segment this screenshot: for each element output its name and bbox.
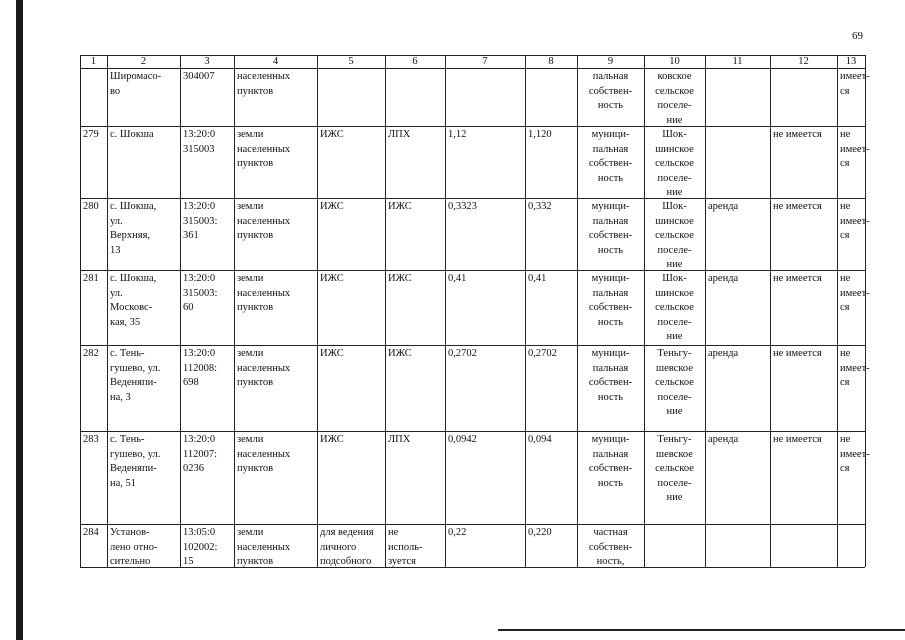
header-col-9: 9 <box>607 56 614 67</box>
cell-location: с. Шокша, ул. Московс- кая, 35 <box>110 273 157 328</box>
cell-area: 0,41 <box>448 273 467 284</box>
cell-settlement: Теньгу- шевское сельское поселе- ние <box>655 348 694 418</box>
cell-area: 1,12 <box>448 129 467 140</box>
cell-cadastral-number: 13:20:0 112008: 698 <box>183 348 218 389</box>
cell-settlement: ковское сельское поселе- ние <box>655 71 694 126</box>
cell-land-category: земли населенных пунктов <box>237 129 291 170</box>
cell-cadastral-number: 13:20:0 315003 <box>183 129 216 155</box>
cell-actual-use: ЛПХ <box>388 434 411 445</box>
cell-actual-use: ИЖС <box>388 201 412 212</box>
grid-hline <box>80 270 865 271</box>
cell-location: с. Шокша, ул. Верхняя, 13 <box>110 201 157 256</box>
cell-number: 284 <box>83 527 99 538</box>
cell-encumbrance <box>705 128 770 197</box>
header-col-13: 13 <box>845 56 857 67</box>
cell-permitted-use: ИЖС <box>320 348 344 359</box>
cell-land-category: земли населенных пунктов <box>237 434 291 475</box>
cell-land-category: земли населенных пунктов <box>237 527 291 568</box>
cell-area-2 <box>525 70 577 125</box>
cell-number: 279 <box>83 129 99 140</box>
cell-area-2: 1,120 <box>528 129 552 140</box>
cell-restriction: не имеется <box>773 129 822 140</box>
header-col-3: 3 <box>204 56 210 67</box>
grid-hline <box>80 345 865 346</box>
cell-area: 0,22 <box>448 527 467 538</box>
grid-hline <box>80 68 865 69</box>
cell-restriction: не имеется <box>773 273 822 284</box>
cell-note: не имеет- ся <box>840 201 870 242</box>
grid-hline <box>80 431 865 432</box>
cell-permitted-use: ИЖС <box>320 434 344 445</box>
cell-permitted-use: ИЖС <box>320 201 344 212</box>
cell-land-category: земли населенных пунктов <box>237 273 291 314</box>
cell-land-category: земли населенных пунктов <box>237 201 291 242</box>
cell-ownership: муници- пальная собствен- ность <box>588 434 633 489</box>
cell-number: 280 <box>83 201 99 212</box>
cell-settlement: Теньгу- шевское сельское поселе- ние <box>655 434 694 504</box>
cell-note: не имеет- ся <box>840 273 870 314</box>
cell-area: 0,2702 <box>448 348 477 359</box>
cell-location: с. Тень- гушево, ул. Веденяпи- на, 3 <box>110 348 161 403</box>
cell-actual-use: ИЖС <box>388 273 412 284</box>
header-col-6: 6 <box>412 56 418 67</box>
cell-location: с. Шокша <box>110 129 154 140</box>
cell-note: не имеет- ся <box>840 129 870 170</box>
grid-hline <box>80 524 865 525</box>
header-col-8: 8 <box>548 56 554 67</box>
cell-cadastral-number: 13:05:0 102002: 15 <box>183 527 218 568</box>
page-number: 69 <box>852 30 863 42</box>
cell-ownership: частная собствен- ность, <box>588 527 633 568</box>
cell-location: Установ- лено отно- сительно <box>110 527 158 568</box>
header-col-7: 7 <box>482 56 488 67</box>
cell-note: не имеет- ся <box>840 434 870 475</box>
cell-encumbrance <box>705 70 770 125</box>
header-col-4: 4 <box>272 56 279 67</box>
land-register-table <box>80 55 870 568</box>
header-col-12: 12 <box>798 56 809 67</box>
header-col-1: 1 <box>90 56 97 67</box>
cell-encumbrance <box>705 526 770 566</box>
bottom-rule <box>498 629 905 631</box>
cell-restriction <box>770 70 837 125</box>
grid-hline <box>80 567 865 568</box>
cell-restriction <box>770 526 837 566</box>
cell-permitted-use: ИЖС <box>320 129 344 140</box>
cell-number: 283 <box>83 434 99 445</box>
cell-note: имеет- ся <box>840 71 870 97</box>
grid-hline <box>80 126 865 127</box>
cell-location: с. Тень- гушево, ул. Веденяпи- на, 51 <box>110 434 161 489</box>
scan-edge-bar <box>16 0 23 640</box>
cell-land-category: земли населенных пунктов <box>237 348 291 389</box>
cell-number <box>80 70 107 125</box>
cell-encumbrance: аренда <box>708 273 739 284</box>
cell-permitted-use: для ведения личного подсобного <box>320 527 374 568</box>
cell-note <box>837 526 865 566</box>
cell-actual-use: ЛПХ <box>388 129 411 140</box>
cell-number: 282 <box>83 348 99 359</box>
grid-vline <box>865 55 866 567</box>
cell-encumbrance: аренда <box>708 201 739 212</box>
cell-actual-use: ИЖС <box>388 348 412 359</box>
cell-area-2: 0,332 <box>528 201 552 212</box>
cell-cadastral-number: 13:20:0 112007: 0236 <box>183 434 218 475</box>
cell-actual-use <box>385 70 445 125</box>
cell-permitted-use <box>317 70 385 125</box>
header-col-10: 10 <box>669 56 680 67</box>
cell-number: 281 <box>83 273 99 284</box>
cell-encumbrance: аренда <box>708 434 739 445</box>
cell-location: Широмасо- во <box>110 71 162 97</box>
cell-ownership: муници- пальная собствен- ность <box>588 348 633 403</box>
cell-ownership: муници- пальная собствен- ность <box>588 201 633 256</box>
cell-area <box>445 70 525 125</box>
cell-land-category: населенных пунктов <box>237 71 291 97</box>
cell-area-2: 0,094 <box>528 434 552 445</box>
cell-settlement: Шок- шинское сельское поселе- ние <box>655 273 694 343</box>
cell-area-2: 0,41 <box>528 273 547 284</box>
cell-area-2: 0,2702 <box>528 348 557 359</box>
cell-ownership: муници- пальная собствен- ность <box>588 129 633 184</box>
cell-note: не имеет- ся <box>840 348 870 389</box>
cell-ownership: пальная собствен- ность <box>588 71 633 112</box>
cell-permitted-use: ИЖС <box>320 273 344 284</box>
cell-cadastral-number: 13:20:0 315003: 60 <box>183 273 218 314</box>
cell-area: 0,0942 <box>448 434 477 445</box>
cell-restriction: не имеется <box>773 348 822 359</box>
cell-settlement: Шок- шинское сельское поселе- ние <box>655 129 694 199</box>
header-col-2: 2 <box>140 56 147 67</box>
cell-cadastral-number: 304007 <box>183 71 215 82</box>
cell-settlement: Шок- шинское сельское поселе- ние <box>655 201 694 271</box>
cell-area: 0,3323 <box>448 201 477 212</box>
cell-settlement <box>644 526 705 566</box>
cell-ownership: муници- пальная собствен- ность <box>588 273 633 328</box>
cell-cadastral-number: 13:20:0 315003: 361 <box>183 201 218 242</box>
grid-hline <box>80 198 865 199</box>
cell-encumbrance: аренда <box>708 348 739 359</box>
cell-restriction: не имеется <box>773 434 822 445</box>
cell-actual-use: не исполь- зуется <box>388 527 423 568</box>
cell-area-2: 0,220 <box>528 527 552 538</box>
header-col-11: 11 <box>732 56 743 67</box>
header-col-5: 5 <box>348 56 354 67</box>
cell-restriction: не имеется <box>773 201 822 212</box>
